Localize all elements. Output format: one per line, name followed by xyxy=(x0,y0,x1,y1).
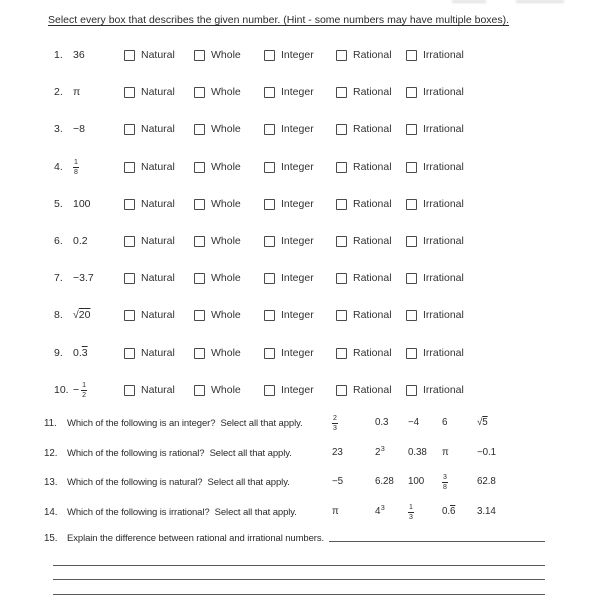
checkbox[interactable] xyxy=(194,348,205,359)
row-head xyxy=(54,86,124,98)
value: 0.3 xyxy=(375,417,389,429)
checkbox[interactable] xyxy=(264,273,275,284)
checkbox[interactable] xyxy=(336,50,347,61)
checkbox-option[interactable] xyxy=(194,86,264,98)
checkbox-option[interactable] xyxy=(336,123,406,135)
repeating-decimal xyxy=(442,507,455,517)
checkbox-option[interactable] xyxy=(264,384,336,396)
checkbox-label: Rational xyxy=(353,49,392,61)
row-head xyxy=(54,159,124,176)
checkbox-label: Irrational xyxy=(423,198,464,210)
item-value: 100 xyxy=(73,197,91,210)
fraction-denominator: 8 xyxy=(74,168,78,176)
checkbox-label: Rational xyxy=(353,347,392,359)
checkbox-option[interactable] xyxy=(336,384,406,396)
checkbox[interactable] xyxy=(406,162,417,173)
fraction xyxy=(73,159,79,176)
item-number: 3. xyxy=(54,123,63,135)
option-value[interactable] xyxy=(375,477,394,487)
item-number: 2. xyxy=(54,86,63,98)
option-value[interactable] xyxy=(332,507,339,517)
checkbox-option[interactable] xyxy=(336,235,406,247)
item-value xyxy=(73,159,79,176)
decimal-prefix: 0. xyxy=(73,346,82,359)
checkbox-option[interactable] xyxy=(406,123,476,135)
fraction-numerator: 1 xyxy=(409,503,413,511)
fraction-numerator: 1 xyxy=(74,158,78,166)
checkbox-label: Integer xyxy=(281,198,314,210)
checkbox-option[interactable] xyxy=(336,198,406,210)
checkbox[interactable] xyxy=(336,385,347,396)
checkbox-option[interactable] xyxy=(406,384,476,396)
checkbox-option[interactable] xyxy=(124,235,194,247)
checkbox-option[interactable] xyxy=(124,347,194,359)
checkbox-option[interactable] xyxy=(406,49,476,61)
option-value[interactable] xyxy=(375,448,385,458)
option-value[interactable] xyxy=(442,418,447,428)
checkbox-option[interactable] xyxy=(194,235,264,247)
instruction-heading: Select every box that describes the given number. (Hint - some numbers may have multiple boxes). xyxy=(48,14,510,26)
option-value[interactable] xyxy=(332,448,343,458)
question-text: Explain the difference between rational and irrational numbers. xyxy=(67,532,325,544)
checkbox-option[interactable] xyxy=(406,347,476,359)
checkbox[interactable] xyxy=(124,348,135,359)
checkbox-option[interactable] xyxy=(264,161,336,173)
checkbox-label: Whole xyxy=(211,49,241,61)
square-root xyxy=(477,418,488,428)
checkbox[interactable] xyxy=(264,50,275,61)
option-value[interactable] xyxy=(442,474,448,491)
checkbox-label: Rational xyxy=(353,309,392,321)
checkbox[interactable] xyxy=(194,50,205,61)
value xyxy=(442,474,448,491)
number-row xyxy=(54,266,554,290)
checkbox[interactable] xyxy=(124,50,135,61)
checkbox-label: Natural xyxy=(141,235,175,247)
repeating-digit: 3 xyxy=(81,346,88,359)
answer-line[interactable] xyxy=(53,579,545,580)
item-value: −3.7 xyxy=(73,271,94,284)
checkbox-label: Irrational xyxy=(423,86,464,98)
checkbox-label: Whole xyxy=(211,235,241,247)
checkbox-label: Natural xyxy=(141,309,175,321)
checkbox-option[interactable] xyxy=(264,198,336,210)
question-row xyxy=(44,470,545,494)
checkbox-option[interactable] xyxy=(124,384,194,396)
checkbox[interactable] xyxy=(124,385,135,396)
question-row xyxy=(44,411,545,435)
question-row xyxy=(44,500,545,524)
checkbox-option[interactable] xyxy=(124,198,194,210)
item-number: 7. xyxy=(54,272,63,284)
checkbox-option[interactable] xyxy=(406,198,476,210)
checkbox[interactable] xyxy=(336,124,347,135)
checkbox[interactable] xyxy=(336,310,347,321)
checkbox[interactable] xyxy=(406,87,417,98)
fraction-denominator: 8 xyxy=(443,483,447,491)
answer-blank-line[interactable] xyxy=(329,531,545,542)
checkbox-option[interactable] xyxy=(264,272,336,284)
fraction-numerator: 2 xyxy=(333,414,337,422)
checkbox[interactable] xyxy=(264,310,275,321)
minus-sign: − xyxy=(73,383,80,396)
number-row xyxy=(54,155,554,179)
checkbox-label: Integer xyxy=(281,384,314,396)
checkbox-label: Whole xyxy=(211,272,241,284)
checkbox-label: Integer xyxy=(281,123,314,135)
question-row xyxy=(44,441,545,465)
checkbox-option[interactable] xyxy=(194,198,264,210)
question-number: 11. xyxy=(44,417,57,429)
checkbox-option[interactable] xyxy=(406,86,476,98)
base: 4 xyxy=(375,506,381,518)
number-row xyxy=(54,43,554,67)
checkbox-option[interactable] xyxy=(406,235,476,247)
radical-icon: √ xyxy=(73,308,79,321)
checkbox[interactable] xyxy=(194,273,205,284)
checkbox-label: Whole xyxy=(211,309,241,321)
question-text: Which of the following is an integer? Select all that apply. xyxy=(67,417,303,429)
checkbox[interactable] xyxy=(336,273,347,284)
checkbox[interactable] xyxy=(264,236,275,247)
exponent-expression xyxy=(375,448,385,458)
row-head xyxy=(54,198,124,210)
checkbox-label: Natural xyxy=(141,347,175,359)
checkbox-label: Irrational xyxy=(423,235,464,247)
number-row xyxy=(54,192,554,216)
checkbox-option[interactable] xyxy=(406,309,476,321)
value xyxy=(332,415,338,432)
value: 3.14 xyxy=(477,506,496,518)
option-value[interactable] xyxy=(442,448,449,458)
checkbox[interactable] xyxy=(406,348,417,359)
checkbox-label: Natural xyxy=(141,123,175,135)
fraction-numerator: 1 xyxy=(82,381,87,389)
checkbox-label: Whole xyxy=(211,86,241,98)
fraction xyxy=(442,474,448,491)
checkbox-option[interactable] xyxy=(336,272,406,284)
checkbox-option[interactable] xyxy=(264,347,336,359)
row-head xyxy=(54,235,124,247)
option-value[interactable] xyxy=(477,418,488,428)
fraction-denominator: 3 xyxy=(409,513,413,521)
checkbox-label: Rational xyxy=(353,161,392,173)
fraction-denominator: 2 xyxy=(82,391,87,399)
checkbox-option[interactable] xyxy=(124,49,194,61)
checkbox[interactable] xyxy=(194,199,205,210)
checkbox[interactable] xyxy=(406,310,417,321)
checkbox-label: Natural xyxy=(141,198,175,210)
checkbox-label: Integer xyxy=(281,309,314,321)
checkbox-label: Integer xyxy=(281,161,314,173)
option-value[interactable] xyxy=(375,507,385,517)
number-row xyxy=(54,303,554,327)
number-row xyxy=(54,117,554,141)
checkbox-label: Rational xyxy=(353,384,392,396)
checkbox-option[interactable] xyxy=(194,49,264,61)
row-head xyxy=(54,382,124,399)
option-value[interactable] xyxy=(332,477,343,487)
checkbox-label: Integer xyxy=(281,272,314,284)
exponent: 3 xyxy=(380,505,385,513)
item-number: 9. xyxy=(54,347,63,359)
scan-artifact xyxy=(452,0,486,3)
question-number: 14. xyxy=(44,506,58,518)
checkbox[interactable] xyxy=(194,124,205,135)
question-number: 13. xyxy=(44,476,58,488)
question-number: 12. xyxy=(44,447,58,459)
checkbox-label: Integer xyxy=(281,86,314,98)
square-root xyxy=(73,310,90,321)
fraction xyxy=(81,382,87,399)
value: −5 xyxy=(332,476,343,488)
value: −0.1 xyxy=(477,447,496,459)
row-head xyxy=(54,123,124,135)
checkbox[interactable] xyxy=(264,124,275,135)
value: 6.28 xyxy=(375,476,394,488)
checkbox[interactable] xyxy=(194,162,205,173)
checkbox-option[interactable] xyxy=(406,272,476,284)
scan-artifact xyxy=(516,0,564,3)
checkbox-label: Irrational xyxy=(423,49,464,61)
option-value[interactable] xyxy=(332,415,338,432)
answer-line[interactable] xyxy=(53,594,545,595)
checkbox[interactable] xyxy=(264,199,275,210)
checkbox-option[interactable] xyxy=(336,347,406,359)
repeating-digit: 6 xyxy=(449,506,456,518)
item-number: 8. xyxy=(54,309,63,321)
item-value: 36 xyxy=(73,48,85,61)
checkbox[interactable] xyxy=(336,236,347,247)
checkbox[interactable] xyxy=(406,124,417,135)
checkbox[interactable] xyxy=(264,162,275,173)
checkbox[interactable] xyxy=(194,385,205,396)
question-15 xyxy=(44,526,545,550)
checkbox[interactable] xyxy=(124,124,135,135)
checkbox-label: Natural xyxy=(141,272,175,284)
checkbox-option[interactable] xyxy=(264,49,336,61)
checkbox[interactable] xyxy=(124,162,135,173)
checkbox-option[interactable] xyxy=(336,309,406,321)
option-value[interactable] xyxy=(477,477,496,487)
radicand: 5 xyxy=(482,417,488,429)
option-value[interactable] xyxy=(442,507,455,517)
item-number: 1. xyxy=(54,49,63,61)
value: 62.8 xyxy=(477,476,496,488)
checkbox[interactable] xyxy=(194,87,205,98)
item-number: 5. xyxy=(54,198,63,210)
item-value: 0.2 xyxy=(73,234,88,247)
checkbox-option[interactable] xyxy=(124,272,194,284)
checkbox-option[interactable] xyxy=(264,309,336,321)
repeating-decimal xyxy=(73,348,88,359)
value: −4 xyxy=(408,417,419,429)
checkbox[interactable] xyxy=(406,385,417,396)
option-value[interactable] xyxy=(408,477,424,487)
checkbox-label: Rational xyxy=(353,86,392,98)
checkbox-option[interactable] xyxy=(194,384,264,396)
checkbox-option[interactable] xyxy=(194,161,264,173)
checkbox-label: Whole xyxy=(211,161,241,173)
item-value: −8 xyxy=(73,122,85,135)
checkbox-option[interactable] xyxy=(264,235,336,247)
row-head xyxy=(54,272,124,284)
checkbox-option[interactable] xyxy=(264,123,336,135)
checkbox-label: Rational xyxy=(353,235,392,247)
checkbox-label: Rational xyxy=(353,272,392,284)
checkbox-label: Natural xyxy=(141,384,175,396)
value: 23 xyxy=(332,447,343,459)
fraction xyxy=(408,504,414,521)
base: 2 xyxy=(375,447,381,459)
checkbox[interactable] xyxy=(194,236,205,247)
checkbox-option[interactable] xyxy=(124,86,194,98)
checkbox-label: Irrational xyxy=(423,123,464,135)
option-value[interactable] xyxy=(408,504,414,521)
pi-symbol: π xyxy=(442,447,449,459)
number-row xyxy=(54,80,554,104)
checkbox[interactable] xyxy=(406,199,417,210)
checkbox-label: Irrational xyxy=(423,272,464,284)
number-row xyxy=(54,341,554,365)
checkbox[interactable] xyxy=(264,385,275,396)
checkbox-option[interactable] xyxy=(124,309,194,321)
checkbox-label: Natural xyxy=(141,49,175,61)
exponent-expression xyxy=(375,507,385,517)
checkbox-option[interactable] xyxy=(124,161,194,173)
checkbox-option[interactable] xyxy=(194,309,264,321)
checkbox-option[interactable] xyxy=(336,86,406,98)
checkbox-option[interactable] xyxy=(194,123,264,135)
value: 6 xyxy=(442,417,448,429)
fraction-denominator: 3 xyxy=(333,424,337,432)
option-value[interactable] xyxy=(375,418,388,428)
fraction xyxy=(332,415,338,432)
option-value[interactable] xyxy=(477,448,496,458)
checkbox-label: Irrational xyxy=(423,161,464,173)
checkbox[interactable] xyxy=(406,50,417,61)
value xyxy=(408,504,414,521)
row-head xyxy=(54,309,124,321)
exponent: 3 xyxy=(380,446,385,454)
checkbox-option[interactable] xyxy=(406,161,476,173)
option-value[interactable] xyxy=(408,448,427,458)
question-text: Which of the following is rational? Select all that apply. xyxy=(67,447,292,459)
item-number: 6. xyxy=(54,235,63,247)
checkbox[interactable] xyxy=(336,348,347,359)
value: 0.38 xyxy=(408,447,427,459)
checkbox-option[interactable] xyxy=(124,123,194,135)
pi-symbol: π xyxy=(73,85,81,98)
checkbox[interactable] xyxy=(124,273,135,284)
checkbox[interactable] xyxy=(336,162,347,173)
item-number: 4. xyxy=(54,161,63,173)
option-value[interactable] xyxy=(408,418,419,428)
checkbox-label: Natural xyxy=(141,161,175,173)
row-head xyxy=(54,49,124,61)
value: 100 xyxy=(408,476,425,488)
checkbox[interactable] xyxy=(124,236,135,247)
checkbox[interactable] xyxy=(264,348,275,359)
checkbox[interactable] xyxy=(194,310,205,321)
item-number: 10. xyxy=(54,384,69,396)
checkbox-option[interactable] xyxy=(264,86,336,98)
question-number: 15. xyxy=(44,532,58,544)
fraction-numerator: 3 xyxy=(443,473,447,481)
row-head xyxy=(54,347,124,359)
checkbox-label: Whole xyxy=(211,123,241,135)
checkbox[interactable] xyxy=(264,87,275,98)
decimal-prefix: 0. xyxy=(442,506,450,518)
checkbox-label: Integer xyxy=(281,49,314,61)
checkbox-option[interactable] xyxy=(336,49,406,61)
radicand: 20 xyxy=(78,308,91,321)
checkbox-label: Irrational xyxy=(423,384,464,396)
checkbox[interactable] xyxy=(336,199,347,210)
checkbox[interactable] xyxy=(124,87,135,98)
checkbox[interactable] xyxy=(124,199,135,210)
number-row xyxy=(54,229,554,253)
option-value[interactable] xyxy=(477,507,496,517)
radical-icon: √ xyxy=(477,417,483,429)
checkbox-label: Whole xyxy=(211,347,241,359)
checkbox[interactable] xyxy=(336,87,347,98)
item-value xyxy=(73,382,87,399)
checkbox-label: Whole xyxy=(211,384,241,396)
checkbox-label: Irrational xyxy=(423,309,464,321)
pi-symbol: π xyxy=(332,506,339,518)
answer-line[interactable] xyxy=(53,565,545,566)
checkbox-label: Whole xyxy=(211,198,241,210)
question-text: Which of the following is irrational? Select all that apply. xyxy=(67,506,297,518)
question-text: Which of the following is natural? Select all that apply. xyxy=(67,476,290,488)
checkbox-label: Irrational xyxy=(423,347,464,359)
checkbox-option[interactable] xyxy=(194,272,264,284)
checkbox-label: Rational xyxy=(353,198,392,210)
checkbox-label: Integer xyxy=(281,347,314,359)
checkbox[interactable] xyxy=(124,310,135,321)
checkbox[interactable] xyxy=(406,273,417,284)
checkbox-label: Natural xyxy=(141,86,175,98)
number-row xyxy=(54,378,554,402)
checkbox-label: Integer xyxy=(281,235,314,247)
checkbox[interactable] xyxy=(406,236,417,247)
checkbox-option[interactable] xyxy=(194,347,264,359)
checkbox-option[interactable] xyxy=(336,161,406,173)
checkbox-label: Rational xyxy=(353,123,392,135)
